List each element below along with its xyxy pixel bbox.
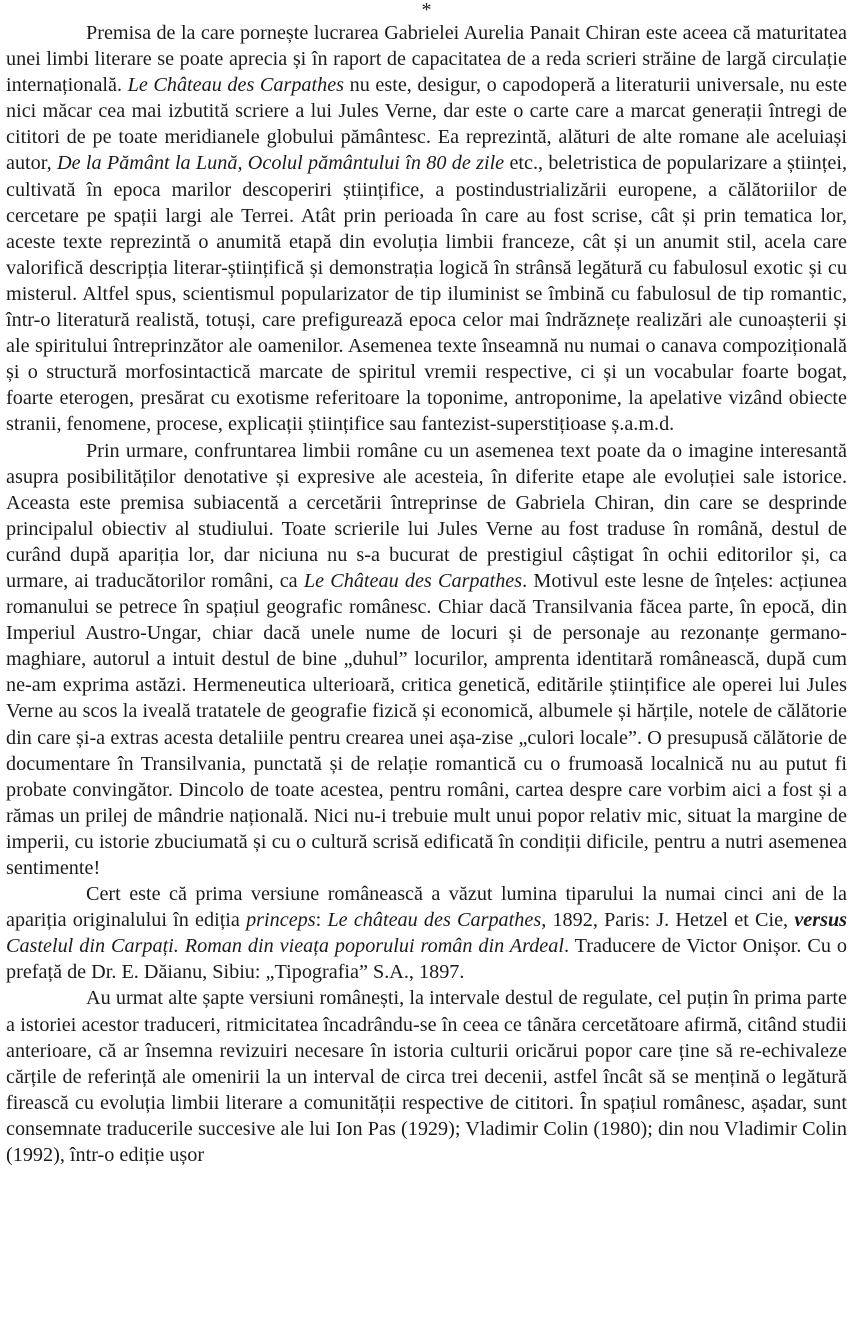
book-title-castelul-din-carpati: Castelul din Carpați. Roman din vieața poporului român din Ardeal <box>6 935 564 958</box>
paragraph-3-run-2: : <box>315 909 328 932</box>
paragraph-2 <box>6 438 847 882</box>
paragraph-1-run-1: Premisa de la care pornește lucrarea Gabrielei Aurelia Panait Chiran este aceea că maturitatea unei limbi literare se poate aprecia și în raport de capacitatea de a reda scrieri străine de largă circulație internațională. <box>6 22 847 97</box>
paragraph-2-run-1: Prin urmare, confruntarea limbii române cu un asemenea text poate da o imagine interesantă asupra posibilităților denotative și expresive ale acesteia, în diferite etape ale evoluției sale istorice. Aceasta este premisa subiacentă a cercetării întreprinse de Gabriela Chiran, din care se desprinde principalul obiectiv al studiului. Toate scrierile lui Jules Verne au fost traduse în română, destul de curând după apariția lor, dar niciuna nu s-a bucurat de prestigiul câștigat în ochii editorilor și, ca urmare, ai traducătorilor români, ca <box>6 439 847 592</box>
paragraph-1-run-2: nu este, desigur, o capodoperă a literaturii universale, nu este nici măcar cea mai izbutită scriere a lui Jules Verne, dar este o carte care a marcat generații întregi de cititori de pe toate meridianele globului pământesc. Ea reprezintă, alături de alte romane ale aceluiași autor, <box>6 74 847 175</box>
paragraph-4-run-1: Au urmat alte șapte versiuni românești, la intervale destul de regulate, cel puțin în prima parte a istoriei acestor traduceri, ritmicitatea încadrându-se în ceea ce tânăra cercetătoare afirmă, citând studii anterioare, că ar însemna revizuiri necesare în istoria culturii oricărui popor care ține să re-echivaleze cărțile de referință ale omenirii la un interval de circa trei decenii, astfel încât să se mențină o legătură firească cu evoluția limbii literare a comunității respective de cititori. În spațiul românesc, așadar, sunt consemnate traducerile succesive ale lui Ion Pas (1929); Vladimir Colin (1980); din nou Vladimir Colin (1992), într-o ediție ușor <box>6 987 847 1167</box>
paragraph-3-run-5: . Traducere de Victor Onișor. Cu o prefață de Dr. E. Dăianu, Sibiu: „Tipografia” S.A., 1897. <box>6 935 847 984</box>
paragraph-1-run-3: etc., beletristica de popularizare a științei, cultivată în epoca marilor descoperiri științifice, a postindustrializării europene, a călătoriilor de cercetare pe spații largi ale Terrei. Atât prin perioada în care au fost scrise, cât și prin tematica lor, aceste texte reprezintă o anumită etapă din evoluția limbii franceze, cât și un anumit stil, acela care valorifică descripția literar-științifică și demonstrația logică în strânsă legătură cu fabulosul exotic și cu misterul. Altfel spus, scientismul popularizator de tip iluminist se îmbină cu fabulosul de tip romantic, într-o literatură realistă, totuși, care prefigurează epoca celor mai îndrăznețe realizări ale cunoașterii și ale spiritului întreprinzător ale oamenilor. Asemenea texte înseamnă nu numai o canava compozițională și o structură morfosintactică marcate de spiritul vremii respective, ci și un vocabular foarte bogat, foarte eterogen, presărat cu exotisme referitoare la toponime, antroponime, la apelative vizând obiecte stranii, fenomene, procese, explicații științifice sau fantezist-superstițioase ș.a.m.d. <box>6 152 847 436</box>
book-title-le-chateau-1892: Le château des Carpathes <box>327 909 542 932</box>
term-princeps: princeps <box>246 909 316 932</box>
paragraph-3-run-3: , 1892, Paris: J. Hetzel et Cie, <box>541 909 795 932</box>
paragraph-3 <box>6 881 847 985</box>
term-versus: versus <box>794 909 848 932</box>
book-title-le-chateau: Le Château des Carpathes <box>303 569 523 592</box>
paragraph-4 <box>6 985 847 1168</box>
paragraph-1 <box>6 20 847 438</box>
book-titles-verne-novels: De la Pământ la Lună, Ocolul pământului în 80 de zile <box>57 152 505 175</box>
book-title-le-chateau: Le Château des Carpathes <box>127 74 345 97</box>
paragraph-3-run-1: Cert este că prima versiune românească a văzut lumina tiparului la numai cinci ani de la apariția originalului în ediția <box>6 883 847 932</box>
section-separator-asterisk: * <box>421 0 432 21</box>
paragraph-2-run-2: . Motivul este lesne de înțeles: acțiunea romanului se petrece în spațiul geografic românesc. Chiar dacă Transilvania făcea parte, în epocă, din Imperiul Austro-Ungar, chiar dacă unele nume de locuri și de personaje au rezonanțe germano-maghiare, autorul a intuit destul de bine „duhul” locurilor, amprenta identitară românească, după cum ne-am exprima astăzi. Hermeneutica ulterioară, critica genetică, editările științifice ale operei lui Jules Verne au scos la iveală tratatele de geografie fizică și economică, albumele și hărțile, notele de călătorie din care și-a extras acesta detaliile pentru crearea unei așa-zise „culori locale”. O presupusă călătorie de documentare în Transilvania, punctată și de relație romantică cu o frumoasă localnică nu au putut fi probate convingător. Dincolo de toate acestea, pentru români, cartea despre care vorbim aici a fost și a rămas un prilej de mândrie națională. Nici nu-i trebuie mult unui popor relativ mic, situat la margine de imperii, cu istorie zbuciumată și cu o cultură scrisă edificată în condiții dificile, pentru a nutri asemenea sentimente! <box>6 569 847 879</box>
